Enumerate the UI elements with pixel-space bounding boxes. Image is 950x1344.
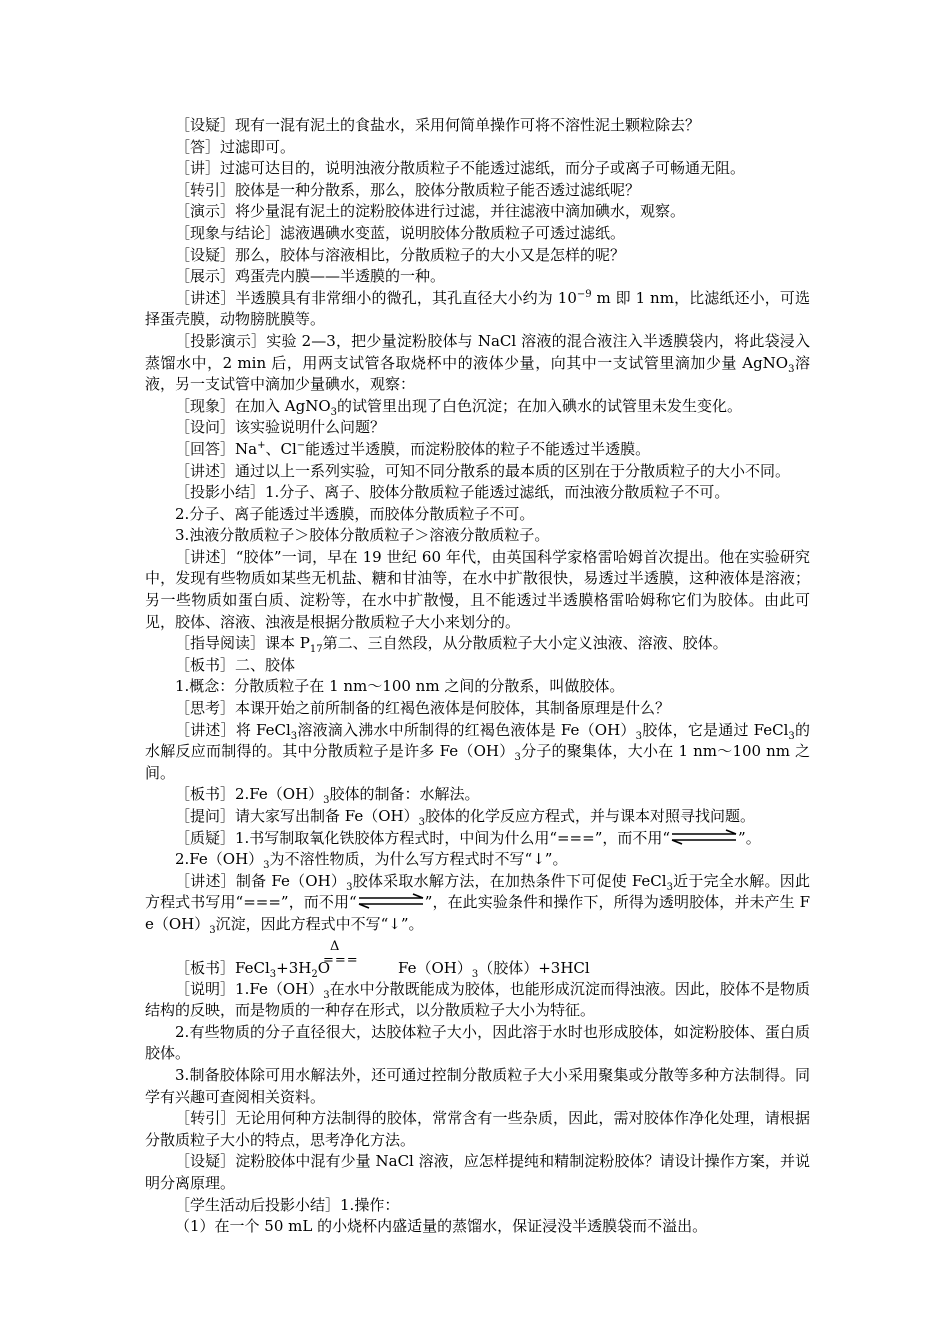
paragraph-projection-demo (145, 331, 810, 396)
text: ［质疑］1.书写制取氧化铁胶体方程式时，中间为什么用“===”，而不用“ (175, 828, 671, 847)
reversible-arrow-icon (670, 829, 738, 845)
subscript: 3 (290, 730, 298, 742)
paragraph-summary-1 (145, 482, 810, 504)
paragraph-question-1 (145, 115, 810, 137)
subscript: 3 (263, 860, 270, 872)
paragraph-doubt-1 (145, 828, 810, 850)
paragraph-lecture-hydrolysis (145, 871, 810, 936)
paragraph-reply (145, 439, 810, 461)
text: ［设疑］那么，胶体与溶液相比，分散质粒子的大小又是怎样的呢？ (175, 245, 626, 264)
subscript: 3 (323, 795, 330, 807)
text: 沉淀，因此方程式中不写“↓”。 (215, 914, 424, 933)
text: ［讲］过滤可达目的，说明浊液分散质粒子不能透过滤纸，而分子或离子可畅通无阻。 (175, 159, 746, 178)
text: Fe（OH） (398, 958, 472, 977)
text: ［讲述］制备 Fe（OH） (175, 871, 347, 890)
text: 3.制备胶体除可用水解法外，还可通过控制分散质粒子大小采用聚集或分散等多种方法制得。同学有兴趣可查阅相关资料。 (145, 1065, 810, 1106)
superscript: − (296, 439, 306, 451)
text: ［讲述］通过以上一系列实验，可知不同分散系的最本质的区别在于分散质粒子的大小不同。 (175, 461, 791, 480)
subscript: 3 (323, 989, 330, 1001)
text: ［学生活动后投影小结］1.操作： (175, 1195, 400, 1214)
paragraph-answer (145, 137, 810, 159)
text: 第二、三自然段，从分散质粒子大小定义浊液、溶液、胶体。 (322, 634, 728, 653)
paragraph-board-1 (145, 655, 810, 677)
paragraph-demo (145, 201, 810, 223)
paragraph-question-equation (145, 806, 810, 828)
text: 3.浊液分散质粒子＞胶体分散质粒子＞溶液分散质粒子。 (175, 526, 550, 545)
paragraph-student-summary (145, 1195, 810, 1217)
document-body (145, 115, 810, 1238)
text: +3H (276, 958, 312, 977)
subscript: 3 (209, 924, 216, 936)
paragraph-guided-reading (145, 633, 810, 655)
text: ［思考］本课开始之前所制备的红褐色液体是何胶体，其制备原理是什么？ (175, 699, 671, 718)
subscript: 3 (418, 817, 425, 828)
text: m 即 1 nm，比滤纸还小，可选择蛋壳膜，动物膀胱膜等。 (145, 288, 810, 329)
text: ”。 (738, 828, 761, 847)
text: 2.有些物质的分子直径很大，达胶体粒子大小，因此溶于水时也形成胶体，如淀粉胶体、蛋白质胶体。 (145, 1022, 810, 1063)
paragraph-step-1 (145, 1216, 810, 1238)
text: 胶体的化学反应方程式，并与课本对照寻找问题。 (425, 807, 756, 825)
subscript: 3 (514, 752, 521, 764)
text: ［设疑］淀粉胶体中混有少量 NaCl 溶液，应怎样提纯和精制淀粉胶体？请设计操作方案，并说明分离原理。 (145, 1152, 810, 1192)
paragraph-explain-3 (145, 1065, 810, 1108)
paragraph-think (145, 698, 810, 720)
text: ［指导阅读］课本 P (175, 634, 310, 653)
text: ［答］过滤即可。 (175, 137, 296, 156)
paragraph-question-2 (145, 245, 810, 267)
paragraph-explain-1 (145, 979, 810, 1022)
paragraph-lecture-fecl3 (145, 720, 810, 785)
text: 胶体，它是通过 FeCl (641, 720, 789, 739)
text: ［转引］胶体是一种分散系，那么，胶体分散质粒子能否透过滤纸呢？ (175, 180, 641, 199)
chemical-equation (145, 936, 810, 979)
text: 的试管里出现了白色沉淀；在加入碘水的试管里未发生变化。 (337, 396, 743, 415)
text: （胶体）+3HCl (478, 958, 590, 977)
reversible-arrow-icon (357, 893, 425, 909)
superscript: + (257, 439, 266, 451)
text: 为不溶性物质，为什么写方程式时不写“↓”。 (269, 850, 568, 869)
text: ［板书］2.Fe（OH） (175, 785, 324, 804)
text: ［展示］鸡蛋壳内膜——半透膜的一种。 (175, 267, 446, 286)
text: ［讲述］半透膜具有非常细小的微孔，其孔直径大小约为 10 (175, 288, 577, 307)
paragraph-summary-2 (145, 504, 810, 526)
subscript: 3 (330, 406, 338, 418)
subscript: 2 (311, 968, 318, 980)
subscript: 3 (788, 363, 795, 375)
subscript: 17 (309, 644, 323, 656)
paragraph-explain-2 (145, 1022, 810, 1065)
paragraph-lecture-2 (145, 461, 810, 483)
paragraph-lecture-colloid-history (145, 547, 810, 633)
text: 的水解反应而制得的。其中分散质粒子是许多 Fe（OH） (145, 720, 810, 761)
equals-sign: === (323, 952, 359, 968)
subscript: 3 (269, 968, 277, 980)
text: 分子的聚集体，大小在 1 nm～100 nm 之间。 (145, 742, 810, 782)
paragraph-phenomenon (145, 396, 810, 418)
paragraph-ask (145, 417, 810, 439)
text: ［回答］Na (175, 439, 258, 458)
subscript: 3 (788, 730, 795, 742)
paragraph-board-2 (145, 784, 810, 806)
text: 胶体的制备：水解法。 (329, 785, 480, 804)
text: ［现象与结论］滤液遇碘水变蓝，说明胶体分散质粒子可透过滤纸。 (175, 223, 626, 242)
paragraph-summary-3 (145, 525, 810, 547)
text: ［演示］将少量混有泥土的淀粉胶体进行过滤，并往滤液中滴加碘水，观察。 (175, 202, 686, 221)
text: ”，在此实验条件和操作下，所得为透明胶体，并未产生 Fe（OH） (145, 893, 810, 933)
text: ［投影小结］1.分子、离子、胶体分散质粒子能透过滤纸，而浊液分散质粒子不可。 (175, 483, 730, 502)
paragraph-concept (145, 676, 810, 698)
text: 溶液滴入沸水中所制得的红褐色液体是 Fe（OH） (297, 720, 636, 739)
text: ［板书］FeCl (175, 958, 270, 977)
equation-row (145, 958, 590, 980)
text: 溶液，另一支试管中滴加少量碘水，观察： (145, 353, 810, 394)
subscript: 3 (471, 968, 479, 980)
text: （1）在一个 50 mL 的小烧杯内盛适量的蒸馏水，保证浸没半透膜袋而不溢出。 (175, 1217, 708, 1236)
superscript: −9 (576, 288, 592, 300)
text: 2.Fe（OH） (175, 850, 264, 869)
paragraph-phenomenon-conclusion (145, 223, 810, 245)
paragraph-question-3 (145, 1151, 810, 1194)
text: ［设问］该实验说明什么问题？ (175, 418, 386, 437)
text: 在水中分散既能成为胶体，也能形成沉淀而得浊液。因此，胶体不是物质结构的反映，而是物质的一种存在形式，以分散质粒子大小为特征。 (145, 979, 810, 1020)
paragraph-transition-2 (145, 1108, 810, 1151)
paragraph-lecture-membrane (145, 288, 810, 331)
text: 1.概念：分散质粒子在 1 nm～100 nm 之间的分散系，叫做胶体。 (175, 677, 625, 696)
text: ［现象］在加入 AgNO (175, 396, 331, 415)
text: ［投影演示］实验 2—3，把少量淀粉胶体与 NaCl 溶液的混合液注入半透膜袋内，将此袋浸入蒸馏水中，2 min 后，用两支试管各取烧杯中的液体少量，向其中一支试管里滴加少量 AgNO (145, 331, 810, 372)
text: ［转引］无论用何种方法制得的胶体，常常含有一些杂质，因此，需对胶体作净化处理，请根据分散质粒子大小的特点，思考净化方法。 (145, 1109, 810, 1149)
paragraph-lecture-1 (145, 158, 810, 180)
text: 、Cl (265, 439, 297, 458)
heat-symbol: Δ (330, 938, 340, 954)
text: ［提问］请大家写出制备 Fe（OH） (175, 807, 419, 825)
text: O (317, 958, 331, 977)
text: 近于完全水解。因此方程式书写用“===”，而不用“ (145, 871, 810, 912)
subscript: 3 (635, 730, 642, 742)
subscript: 3 (346, 881, 353, 893)
subscript: 3 (666, 881, 673, 893)
paragraph-display (145, 266, 810, 288)
text: ［讲述］“胶体”一词，早在 19 世纪 60 年代，由英国科学家格雷哈姆首次提出。他在实验研究中，发现有些物质如某些无机盐、糖和甘油等，在水中扩散很快，易透过半透膜，这种液体是溶液；另一些物质如蛋白质、淀粉等，在水中扩散慢，且不能透过半透膜格雷哈姆称它们为胶体。由此可见，胶体、溶液、浊液是根据分散质粒子大小来划分的。 (145, 547, 810, 631)
text: 2.分子、离子能透过半透膜，而胶体分散质粒子不可。 (175, 504, 535, 523)
text: ［讲述］将 FeCl (175, 720, 291, 739)
text: ［板书］二、胶体 (175, 655, 296, 674)
text: ［设疑］现有一混有泥土的食盐水，采用何简单操作可将不溶性泥土颗粒除去？ (175, 116, 701, 134)
paragraph-doubt-2 (145, 849, 810, 871)
text: 胶体采取水解方法，在加热条件下可促使 FeCl (352, 871, 667, 890)
text: ［说明］1.Fe（OH） (175, 979, 324, 998)
text: 能透过半透膜，而淀粉胶体的粒子不能透过半透膜。 (305, 439, 651, 458)
paragraph-transition-1 (145, 180, 810, 202)
